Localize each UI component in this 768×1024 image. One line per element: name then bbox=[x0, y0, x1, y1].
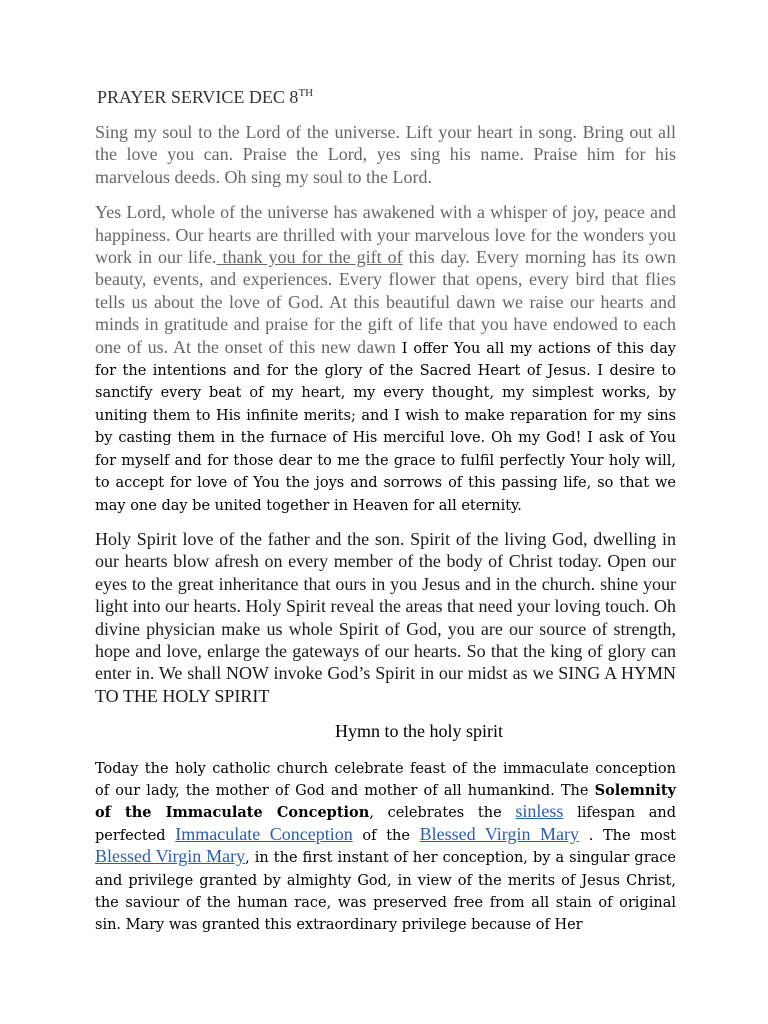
hymn-heading: Hymn to the holy spirit bbox=[335, 721, 503, 742]
morning-offering-text: I offer You all my actions of this day for the intentions and for the glory of the Sacred Heart of Jesus. I desire to sanctify every beat of my heart, my every thought, my simplest works, by uniting them to His infinite merits; and I wish to make reparation for my sins by casting them in the furnace of His merciful love. Oh my God! I ask of You for myself and for those dear to me the grace to fulfil perfectly Your holy will, to accept for love of You the joys and sorrows of this passing life, so that we may one day be united together in Heaven for all eternity. bbox=[95, 340, 676, 514]
paragraph-morning-prayer bbox=[95, 201, 676, 515]
link-blessed-virgin-mary-2[interactable]: Blessed Virgin Mary bbox=[95, 846, 246, 867]
link-immaculate-conception[interactable]: Immaculate Conception bbox=[175, 823, 353, 844]
feast-text-5: . The most bbox=[579, 827, 676, 844]
morning-prayer-text-1: Yes Lord, whole of the universe has awakened with a whisper of joy, peace and happiness. Our hearts are thrilled with your marvelous love for the wonders you work in our life. bbox=[95, 202, 676, 268]
title-superscript: TH bbox=[298, 87, 314, 99]
solemnity-bold-text: Solemnity of the Immaculate Conception bbox=[95, 781, 676, 822]
link-blessed-virgin-mary-1[interactable]: Blessed Virgin Mary bbox=[419, 823, 580, 844]
morning-prayer-text-2: this day. Every morning has its own beauty, events, and experiences. Every flower that opens, every bird that flies tells us about the love of God. At this beautiful dawn we raise our hearts and minds in gratitude and praise for the gift of life that you have endowed to each one of us. At the onset of this new dawn bbox=[95, 247, 676, 357]
feast-text-4: of the bbox=[352, 827, 420, 844]
link-sinless[interactable]: sinless bbox=[515, 801, 564, 822]
feast-intro-text: Today the holy catholic church celebrate feast of the immaculate conception of our lady, the mother of God and mother of all humankind. bbox=[95, 760, 676, 799]
paragraph-holy-spirit-prayer: Holy Spirit love of the father and the son. Spirit of the living God, dwelling in our hearts blow afresh on every member of the body of Christ today. Open our eyes to the great inheritance that ours in you Jesus and in the church. shine your light into our hearts. Holy Spirit reveal the areas that need your loving touch. Oh divine physician make us whole Spirit of God, you are our source of strength, hope and love, enlarge the gateways of our hearts. So that the king of glory can enter in. We shall NOW invoke God’s Spirit in our midst as we SING A HYMN TO THE HOLY SPIRIT bbox=[95, 528, 676, 706]
title-text: PRAYER SERVICE DEC 8 bbox=[97, 87, 299, 107]
morning-prayer-underlined-text: thank you for the gift of bbox=[216, 247, 403, 268]
feast-text-6: , in the first instant of her conception, by a singular grace and privilege granted by almighty God, in view of the merits of Jesus Christ, the saviour of the human race, was preserved free from all stain of original sin. Mary was granted this extraordinary privilege because of Her bbox=[95, 850, 676, 934]
page-title bbox=[97, 86, 676, 108]
document-page bbox=[95, 86, 676, 948]
feast-text-1: The bbox=[554, 782, 595, 799]
feast-text-3: lifespan and perfected bbox=[95, 805, 677, 844]
paragraph-feast-reflection bbox=[95, 756, 676, 935]
feast-text-2: , celebrates the bbox=[369, 805, 516, 822]
paragraph-opening-song: Sing my soul to the Lord of the universe. Lift your heart in song. Bring out all the love you can. Praise the Lord, yes sing his name. Praise him for his marvelous deeds. Oh sing my soul to the Lord. bbox=[95, 122, 676, 187]
